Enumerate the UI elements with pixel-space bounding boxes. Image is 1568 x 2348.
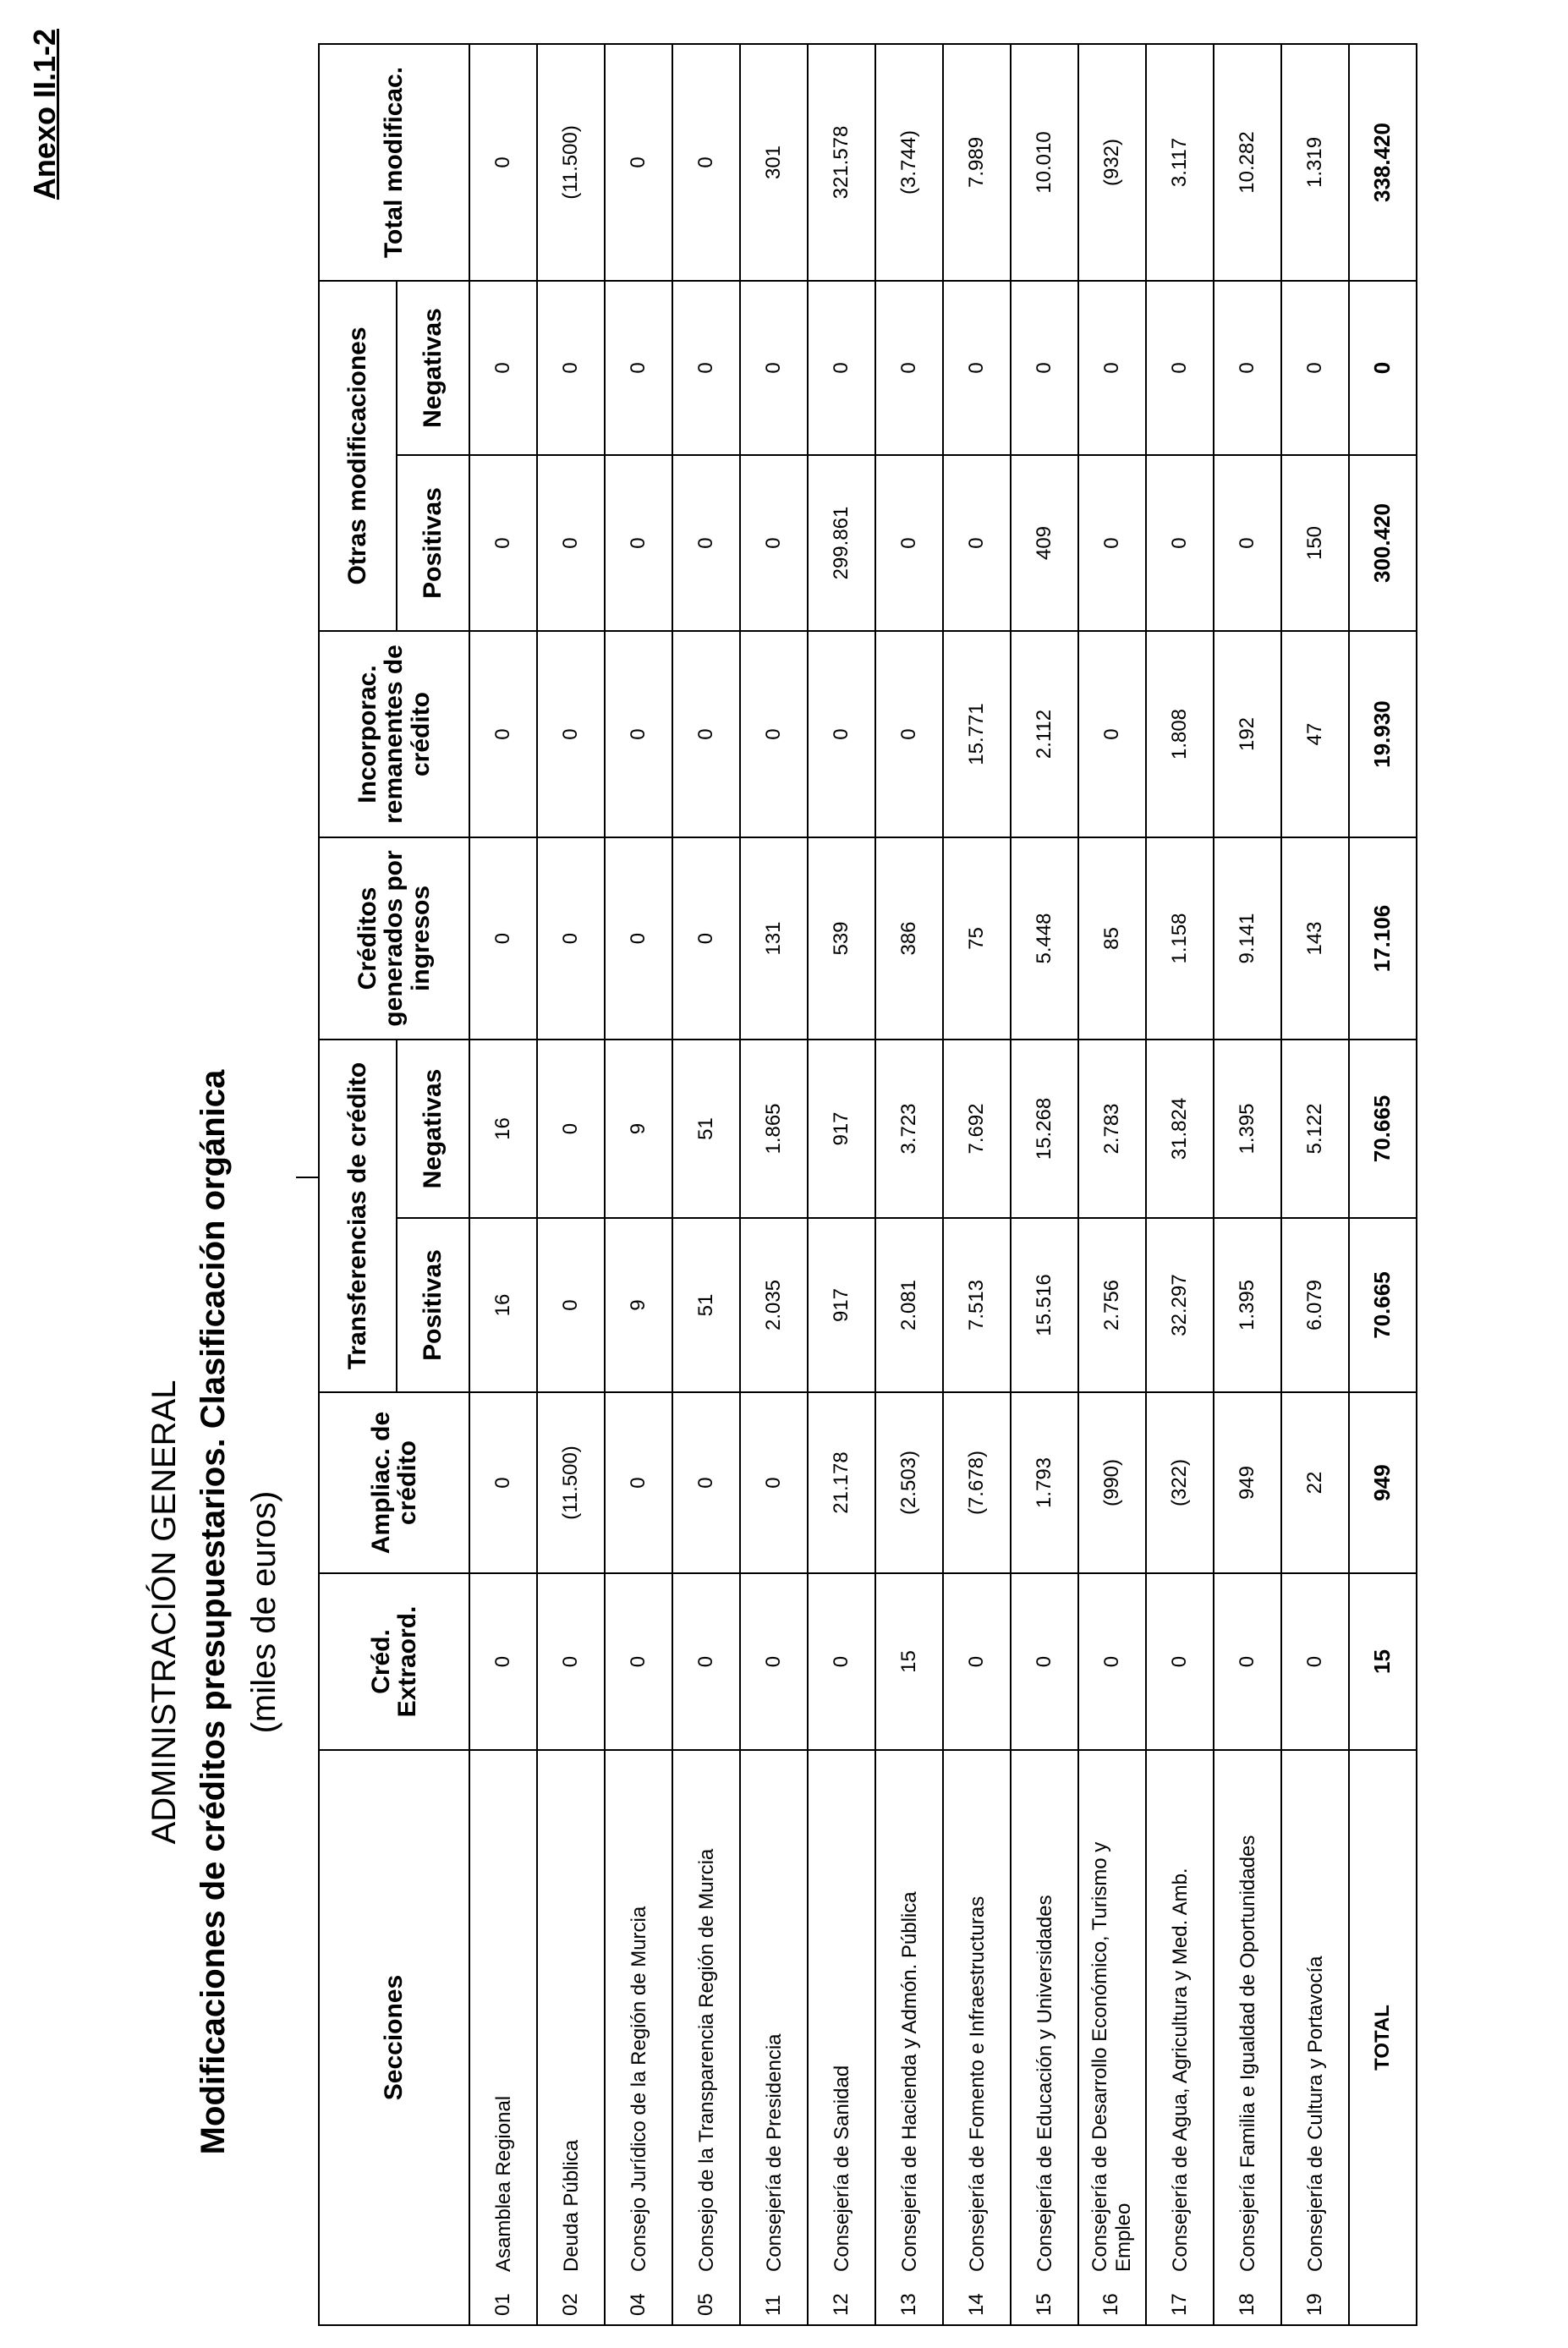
header-trans-positivas: Positivas bbox=[397, 1218, 469, 1392]
table-row bbox=[1078, 44, 1146, 2325]
cell-trans-neg: 7.692 bbox=[943, 1040, 1011, 1218]
cell-otras-neg: 0 bbox=[605, 281, 672, 455]
header-incorporac: Incorporac. remanentes de crédito bbox=[319, 631, 469, 837]
header-total: Total modificac. bbox=[319, 44, 469, 281]
cell-trans-pos: 15.516 bbox=[1011, 1218, 1078, 1392]
cell-otras-pos: 0 bbox=[1146, 455, 1214, 631]
cell-total: 1.319 bbox=[1281, 44, 1349, 281]
cell-incorporac: 0 bbox=[1078, 631, 1146, 837]
cell-otras-pos: 409 bbox=[1011, 455, 1078, 631]
total-generados: 17.106 bbox=[1349, 837, 1417, 1040]
table-row bbox=[943, 44, 1011, 2325]
cell-cred-extra: 0 bbox=[1011, 1573, 1078, 1750]
cell-incorporac: 0 bbox=[808, 631, 875, 837]
cell-otras-neg: 0 bbox=[943, 281, 1011, 455]
cell-trans-neg: 917 bbox=[808, 1040, 875, 1218]
cell-total: 0 bbox=[605, 44, 672, 281]
section-code: 01 bbox=[491, 2293, 514, 2316]
cell-incorporac: 0 bbox=[605, 631, 672, 837]
cell-total: 10.282 bbox=[1214, 44, 1281, 281]
total-cred-extra: 15 bbox=[1349, 1573, 1417, 1750]
total-otras-pos: 300.420 bbox=[1349, 455, 1417, 631]
cell-generados: 5.448 bbox=[1011, 837, 1078, 1040]
cell-trans-pos: 2.035 bbox=[740, 1218, 808, 1392]
cell-trans-neg: 0 bbox=[537, 1040, 605, 1218]
cell-trans-pos: 917 bbox=[808, 1218, 875, 1392]
cell-cred-extra: 0 bbox=[1281, 1573, 1349, 1750]
cell-generados: 1.158 bbox=[1146, 837, 1214, 1040]
cell-trans-pos: 9 bbox=[605, 1218, 672, 1392]
cell-trans-pos: 2.081 bbox=[875, 1218, 943, 1392]
header-secciones: Secciones bbox=[319, 1750, 469, 2325]
section-name: Consejería de Educación y Universidades bbox=[1033, 1895, 1056, 2272]
section-code: 11 bbox=[761, 2295, 785, 2316]
cell-incorporac: 0 bbox=[672, 631, 740, 837]
cell-trans-neg: 9 bbox=[605, 1040, 672, 1218]
cell-cred-extra: 0 bbox=[740, 1573, 808, 1750]
total-total: 338.420 bbox=[1349, 44, 1417, 281]
cell-trans-pos: 16 bbox=[469, 1218, 537, 1392]
header-cred-extraord: Créd. Extraord. bbox=[319, 1573, 469, 1750]
header-otras-negativas: Negativas bbox=[397, 281, 469, 455]
cell-generados: 143 bbox=[1281, 837, 1349, 1040]
cell-trans-neg: 51 bbox=[672, 1040, 740, 1218]
table-row bbox=[1011, 44, 1078, 2325]
section-code: 18 bbox=[1235, 2293, 1258, 2316]
page-title: ADMINISTRACIÓN GENERAL bbox=[145, 1380, 183, 1845]
header-generados: Créditos generados por ingresos bbox=[319, 837, 469, 1040]
cell-ampliac: 0 bbox=[672, 1392, 740, 1573]
cell-cred-extra: 0 bbox=[469, 1573, 537, 1750]
cell-generados: 0 bbox=[672, 837, 740, 1040]
section-name: Deuda Pública bbox=[559, 2139, 583, 2272]
table-row bbox=[808, 44, 875, 2325]
section-name: Consejería de Hacienda y Admón. Pública bbox=[897, 1891, 921, 2272]
cell-otras-pos: 0 bbox=[605, 455, 672, 631]
cell-ampliac: 21.178 bbox=[808, 1392, 875, 1573]
cell-generados: 9.141 bbox=[1214, 837, 1281, 1040]
total-incorporac: 19.930 bbox=[1349, 631, 1417, 837]
total-row bbox=[1349, 44, 1417, 2325]
cell-trans-neg: 3.723 bbox=[875, 1040, 943, 1218]
cell-incorporac: 2.112 bbox=[1011, 631, 1078, 837]
cell-trans-pos: 7.513 bbox=[943, 1218, 1011, 1392]
section-name: Consejo de la Transparencia Región de Murcia bbox=[694, 1848, 718, 2272]
section-cell bbox=[1214, 1750, 1281, 2325]
modifications-table bbox=[318, 43, 1417, 2326]
section-cell bbox=[1281, 1750, 1349, 2325]
section-cell bbox=[1146, 1750, 1214, 2325]
table-row bbox=[469, 44, 537, 2325]
table-row bbox=[1214, 44, 1281, 2325]
section-code: 19 bbox=[1302, 2293, 1326, 2316]
header-trans-negativas: Negativas bbox=[397, 1040, 469, 1218]
cell-generados: 0 bbox=[605, 837, 672, 1040]
cell-incorporac: 1.808 bbox=[1146, 631, 1214, 837]
cell-otras-neg: 0 bbox=[875, 281, 943, 455]
section-cell bbox=[808, 1750, 875, 2325]
cell-incorporac: 47 bbox=[1281, 631, 1349, 837]
cell-trans-pos: 1.395 bbox=[1214, 1218, 1281, 1392]
cell-generados: 539 bbox=[808, 837, 875, 1040]
header-ampliac: Ampliac. de crédito bbox=[319, 1392, 469, 1573]
table-row bbox=[875, 44, 943, 2325]
section-code: 13 bbox=[896, 2293, 920, 2316]
section-cell bbox=[1078, 1750, 1146, 2325]
section-cell bbox=[469, 1750, 537, 2325]
cell-ampliac: (322) bbox=[1146, 1392, 1214, 1573]
cell-incorporac: 192 bbox=[1214, 631, 1281, 837]
section-cell bbox=[1011, 1750, 1078, 2325]
total-trans-pos: 70.665 bbox=[1349, 1218, 1417, 1392]
section-code: 16 bbox=[1099, 2293, 1123, 2316]
total-label: TOTAL bbox=[1349, 1750, 1417, 2325]
section-name: Consejería de Cultura y Portavocía bbox=[1303, 1956, 1327, 2272]
section-name: Asamblea Regional bbox=[491, 2095, 515, 2272]
section-code: 12 bbox=[829, 2293, 853, 2316]
cell-generados: 386 bbox=[875, 837, 943, 1040]
cell-cred-extra: 0 bbox=[1214, 1573, 1281, 1750]
cell-trans-neg: 1.865 bbox=[740, 1040, 808, 1218]
cell-generados: 0 bbox=[537, 837, 605, 1040]
section-name: Consejería de Sanidad bbox=[830, 2065, 853, 2272]
cell-cred-extra: 0 bbox=[943, 1573, 1011, 1750]
cell-total: 3.117 bbox=[1146, 44, 1214, 281]
cell-ampliac: (11.500) bbox=[537, 1392, 605, 1573]
cell-incorporac: 0 bbox=[469, 631, 537, 837]
cell-generados: 85 bbox=[1078, 837, 1146, 1040]
section-name: Consejería de Fomento e Infraestructuras bbox=[965, 1895, 989, 2272]
cell-ampliac: 22 bbox=[1281, 1392, 1349, 1573]
cell-trans-pos: 6.079 bbox=[1281, 1218, 1349, 1392]
header-otras: Otras modificaciones bbox=[319, 281, 397, 631]
cell-cred-extra: 0 bbox=[537, 1573, 605, 1750]
cell-incorporac: 15.771 bbox=[943, 631, 1011, 837]
table-row bbox=[537, 44, 605, 2325]
cell-total: 0 bbox=[469, 44, 537, 281]
cell-otras-pos: 0 bbox=[537, 455, 605, 631]
section-name: Consejería Familia e Igualdad de Oportunidades bbox=[1236, 1835, 1259, 2272]
page-subtitle: Modificaciones de créditos presupuestarios. Clasificación orgánica bbox=[195, 1069, 232, 2155]
cell-trans-neg: 31.824 bbox=[1146, 1040, 1214, 1218]
cell-incorporac: 0 bbox=[875, 631, 943, 837]
section-code: 17 bbox=[1167, 2293, 1191, 2316]
cell-otras-neg: 0 bbox=[1011, 281, 1078, 455]
cell-trans-neg: 5.122 bbox=[1281, 1040, 1349, 1218]
section-cell bbox=[740, 1750, 808, 2325]
cell-otras-pos: 299.861 bbox=[808, 455, 875, 631]
section-cell bbox=[875, 1750, 943, 2325]
cell-otras-neg: 0 bbox=[1146, 281, 1214, 455]
table-row bbox=[605, 44, 672, 2325]
cell-otras-pos: 0 bbox=[943, 455, 1011, 631]
cell-cred-extra: 0 bbox=[1078, 1573, 1146, 1750]
cell-otras-neg: 0 bbox=[740, 281, 808, 455]
cell-trans-neg: 2.783 bbox=[1078, 1040, 1146, 1218]
section-code: 15 bbox=[1032, 2293, 1055, 2316]
cell-otras-neg: 0 bbox=[1078, 281, 1146, 455]
cell-incorporac: 0 bbox=[740, 631, 808, 837]
header-otras-positivas: Positivas bbox=[397, 455, 469, 631]
cell-ampliac: (2.503) bbox=[875, 1392, 943, 1573]
section-name: Consejería de Agua, Agricultura y Med. Amb. bbox=[1168, 1868, 1192, 2272]
cell-otras-pos: 0 bbox=[469, 455, 537, 631]
cell-otras-neg: 0 bbox=[672, 281, 740, 455]
cell-otras-pos: 0 bbox=[1214, 455, 1281, 631]
cell-total: 7.989 bbox=[943, 44, 1011, 281]
cell-trans-pos: 0 bbox=[537, 1218, 605, 1392]
cell-total: 321.578 bbox=[808, 44, 875, 281]
section-code: 05 bbox=[694, 2293, 717, 2316]
cell-cred-extra: 0 bbox=[808, 1573, 875, 1750]
section-name: Consejería de Desarrollo Económico, Turismo y Empleo bbox=[1088, 1841, 1135, 2272]
section-code: 04 bbox=[626, 2293, 650, 2316]
cell-ampliac: 949 bbox=[1214, 1392, 1281, 1573]
cell-cred-extra: 0 bbox=[1146, 1573, 1214, 1750]
cell-total: 10.010 bbox=[1011, 44, 1078, 281]
annex-label: Anexo II.1-2 bbox=[27, 29, 62, 200]
cell-otras-pos: 0 bbox=[672, 455, 740, 631]
header-transferencias: Transferencias de crédito bbox=[319, 1040, 397, 1392]
cell-total: (11.500) bbox=[537, 44, 605, 281]
total-trans-neg: 70.665 bbox=[1349, 1040, 1417, 1218]
cell-otras-pos: 0 bbox=[875, 455, 943, 631]
section-cell bbox=[943, 1750, 1011, 2325]
cell-generados: 75 bbox=[943, 837, 1011, 1040]
cell-otras-neg: 0 bbox=[808, 281, 875, 455]
cell-ampliac: 0 bbox=[469, 1392, 537, 1573]
cell-trans-neg: 1.395 bbox=[1214, 1040, 1281, 1218]
cell-generados: 0 bbox=[469, 837, 537, 1040]
cell-total: (932) bbox=[1078, 44, 1146, 281]
cell-cred-extra: 0 bbox=[605, 1573, 672, 1750]
cell-trans-pos: 51 bbox=[672, 1218, 740, 1392]
cell-trans-neg: 16 bbox=[469, 1040, 537, 1218]
table-row bbox=[672, 44, 740, 2325]
table-row bbox=[1281, 44, 1349, 2325]
cell-ampliac: 0 bbox=[740, 1392, 808, 1573]
cell-incorporac: 0 bbox=[537, 631, 605, 837]
cell-trans-pos: 32.297 bbox=[1146, 1218, 1214, 1392]
section-name: Consejo Jurídico de la Región de Murcia bbox=[627, 1906, 650, 2272]
cell-otras-pos: 0 bbox=[1078, 455, 1146, 631]
table-row bbox=[1146, 44, 1214, 2325]
section-name: Consejería de Presidencia bbox=[762, 2033, 786, 2272]
total-otras-neg: 0 bbox=[1349, 281, 1417, 455]
cell-total: 0 bbox=[672, 44, 740, 281]
cell-ampliac: (990) bbox=[1078, 1392, 1146, 1573]
cell-cred-extra: 15 bbox=[875, 1573, 943, 1750]
total-ampliac: 949 bbox=[1349, 1392, 1417, 1573]
cell-total: (3.744) bbox=[875, 44, 943, 281]
cell-otras-neg: 0 bbox=[1214, 281, 1281, 455]
cell-trans-pos: 2.756 bbox=[1078, 1218, 1146, 1392]
cell-otras-neg: 0 bbox=[1281, 281, 1349, 455]
table-stub-line bbox=[296, 1177, 319, 1178]
units-note: (miles de euros) bbox=[245, 1490, 282, 1734]
cell-otras-neg: 0 bbox=[469, 281, 537, 455]
section-cell bbox=[672, 1750, 740, 2325]
cell-cred-extra: 0 bbox=[672, 1573, 740, 1750]
table-row bbox=[740, 44, 808, 2325]
cell-total: 301 bbox=[740, 44, 808, 281]
cell-ampliac: 0 bbox=[605, 1392, 672, 1573]
section-cell bbox=[605, 1750, 672, 2325]
section-code: 02 bbox=[558, 2293, 582, 2316]
cell-trans-neg: 15.268 bbox=[1011, 1040, 1078, 1218]
cell-generados: 131 bbox=[740, 837, 808, 1040]
cell-ampliac: 1.793 bbox=[1011, 1392, 1078, 1573]
section-cell bbox=[537, 1750, 605, 2325]
cell-otras-neg: 0 bbox=[537, 281, 605, 455]
section-code: 14 bbox=[964, 2293, 988, 2316]
cell-otras-pos: 150 bbox=[1281, 455, 1349, 631]
cell-otras-pos: 0 bbox=[740, 455, 808, 631]
cell-ampliac: (7.678) bbox=[943, 1392, 1011, 1573]
